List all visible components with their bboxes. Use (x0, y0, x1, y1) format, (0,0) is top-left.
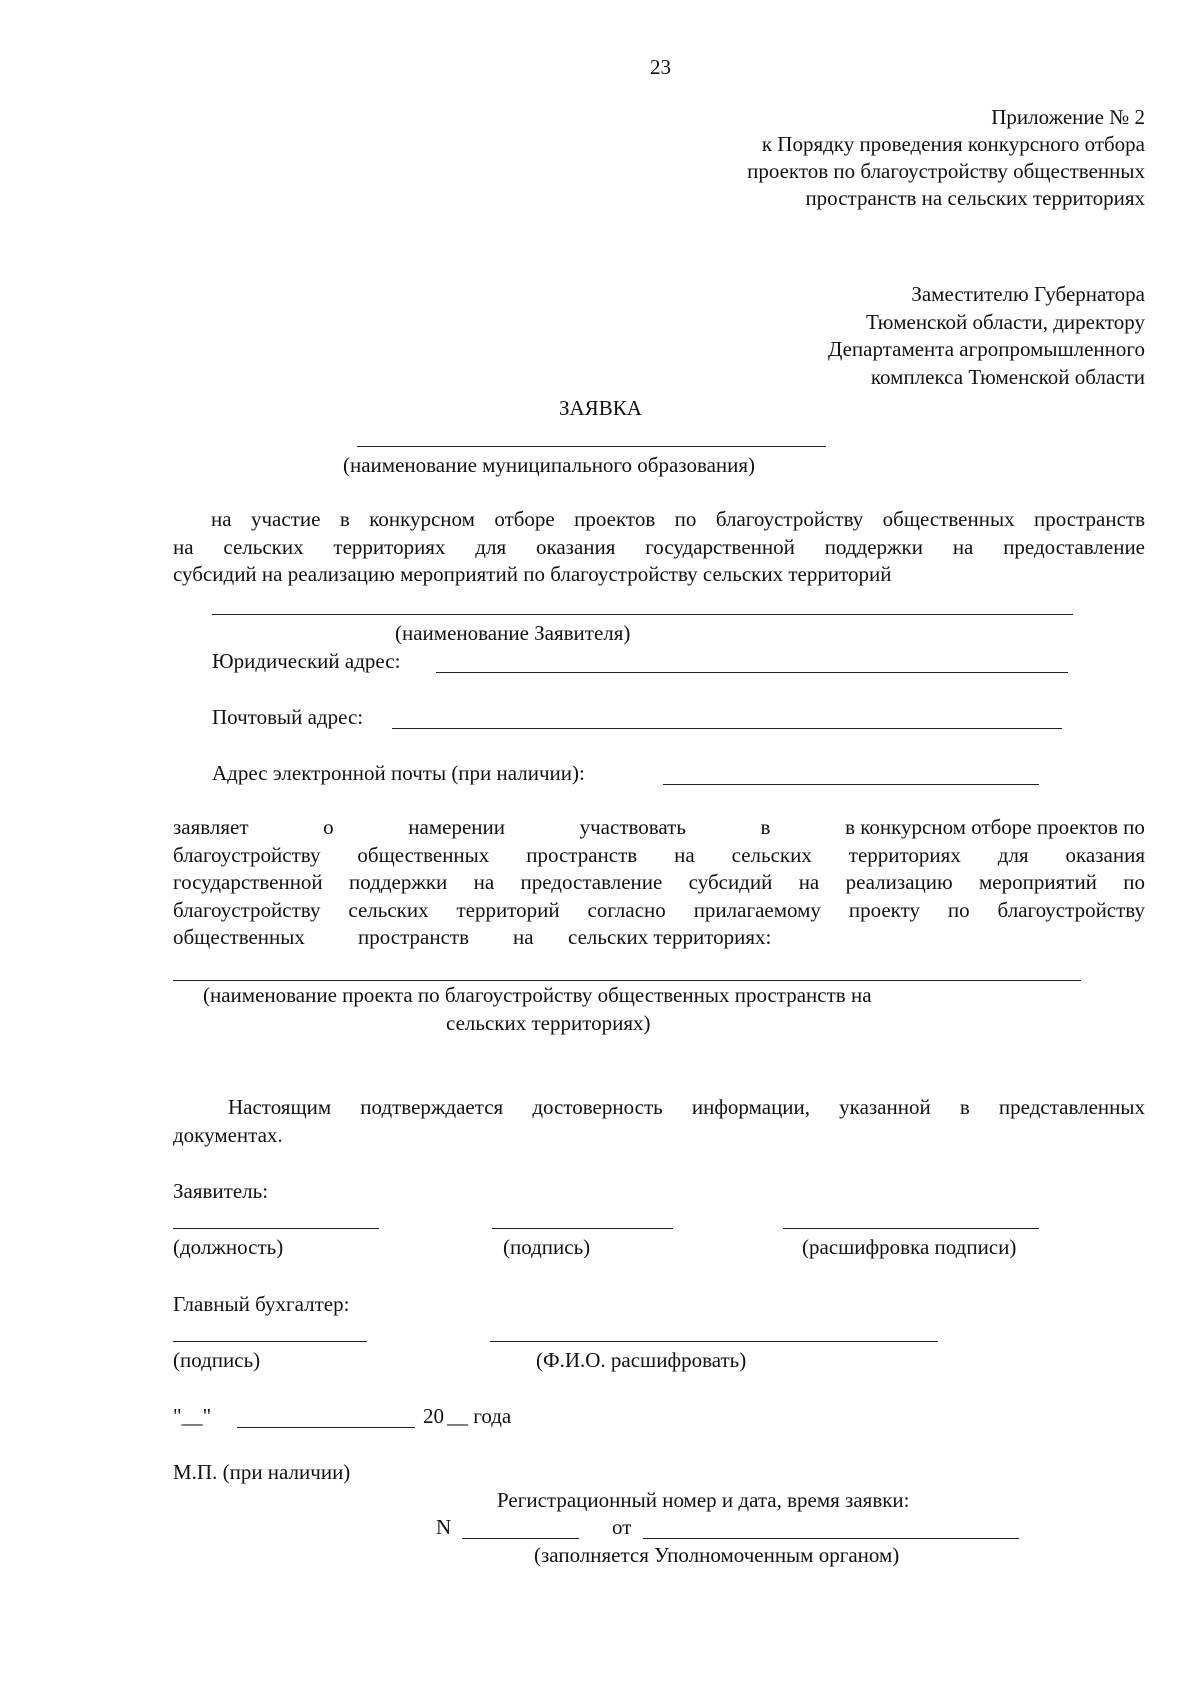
confirmation-line: Настоящим подтверждается достоверность информации, указанной в представленных (228, 1095, 1145, 1119)
date-month-field[interactable] (237, 1427, 415, 1428)
applicant-label: Заявитель: (173, 1179, 269, 1203)
declaration-word: пространств (358, 925, 469, 949)
email-label: Адрес электронной почты (при наличии): (212, 761, 585, 785)
document-title: ЗАЯВКА (559, 396, 642, 420)
signature-caption: (подпись) (503, 1235, 591, 1259)
seal-label: М.П. (при наличии) (173, 1460, 351, 1484)
registration-n-label: N (436, 1515, 452, 1539)
registration-date-field[interactable] (643, 1538, 1019, 1539)
accountant-signature-field[interactable] (173, 1341, 367, 1342)
declaration-word: в (760, 815, 771, 839)
declaration-word: общественных (173, 925, 305, 949)
date-year-suffix: __ года (447, 1404, 512, 1428)
declaration-word: в конкурсном отборе проектов по (845, 815, 1145, 839)
decryption-caption: (расшифровка подписи) (802, 1235, 1017, 1259)
postal-address-field[interactable] (392, 728, 1062, 729)
declaration-word: сельских территориях: (568, 925, 772, 949)
legal-address-field[interactable] (436, 672, 1068, 673)
legal-address-label: Юридический адрес: (212, 649, 401, 673)
addressee-line: Тюменской области, директору (866, 309, 1145, 334)
applicant-name-fill-line (212, 614, 1073, 615)
chief-accountant-label: Главный бухгалтер: (173, 1292, 350, 1316)
addressee-line: комплекса Тюменской области (870, 364, 1145, 389)
declaration-word: участвовать (579, 815, 686, 839)
date-year-prefix: 20 (423, 1404, 444, 1428)
intro-paragraph (173, 506, 1145, 589)
declaration-line: благоустройству общественных пространств на сельских территориях для оказания (173, 842, 1145, 867)
applicant-signature-field[interactable] (492, 1228, 673, 1229)
declaration-line: государственной поддержки на предоставление субсидий на реализацию мероприятий по (173, 870, 1145, 894)
registration-caption: (заполняется Уполномоченным органом) (534, 1543, 900, 1567)
postal-address-label: Почтовый адрес: (212, 705, 364, 729)
registration-number-field[interactable] (462, 1538, 579, 1539)
registration-from-label: от (612, 1515, 632, 1539)
accountant-name-caption: (Ф.И.О. расшифровать) (536, 1348, 747, 1372)
addressee-block (828, 281, 1145, 391)
municipality-fill-line (357, 446, 826, 447)
declaration-paragraph (173, 814, 1145, 952)
confirmation-line: документах. (173, 1122, 283, 1147)
municipality-caption: (наименование муниципального образования) (343, 453, 756, 477)
addressee-line: Заместителю Губернатора (911, 282, 1145, 306)
applicant-position-field[interactable] (173, 1228, 379, 1229)
declaration-word: на (513, 925, 534, 949)
project-caption-line: сельских территориях) (446, 1011, 651, 1035)
declaration-line-1 (173, 814, 1145, 842)
position-caption: (должность) (173, 1235, 284, 1259)
intro-line: на сельских территориях для оказания государственной поддержки на предоставление (173, 534, 1145, 559)
page-number: 23 (650, 55, 671, 79)
applicant-decryption-field[interactable] (783, 1228, 1039, 1229)
confirmation-paragraph (173, 1094, 1145, 1149)
applicant-caption: (наименование Заявителя) (395, 621, 631, 645)
declaration-word: намерении (408, 815, 505, 839)
addressee-line: Департамента агропромышленного (828, 337, 1145, 361)
appendix-line: проектов по благоустройству общественных (747, 159, 1145, 183)
email-field[interactable] (663, 784, 1039, 785)
appendix-line: пространств на сельских территориях (805, 186, 1145, 210)
date-day: "__" (173, 1404, 212, 1428)
appendix-line: Приложение № 2 (991, 105, 1145, 129)
declaration-word: о (323, 815, 334, 839)
declaration-line-5 (173, 924, 1145, 952)
accountant-name-field[interactable] (490, 1341, 938, 1342)
intro-line: субсидий на реализацию мероприятий по благоустройству сельских территорий (173, 562, 892, 586)
intro-line: на участие в конкурсном отборе проектов по благоустройству общественных пространств (211, 507, 1145, 531)
project-caption-line: (наименование проекта по благоустройству общественных пространств на (203, 983, 872, 1007)
appendix-block (747, 104, 1145, 212)
declaration-word: заявляет (173, 815, 249, 839)
declaration-line: благоустройству сельских территорий согласно прилагаемому проекту по благоустройству (173, 897, 1145, 922)
project-name-fill-line (173, 980, 1081, 981)
accountant-signature-caption: (подпись) (173, 1348, 261, 1372)
registration-label: Регистрационный номер и дата, время заявки: (497, 1488, 910, 1512)
appendix-line: к Порядку проведения конкурсного отбора (761, 132, 1145, 156)
